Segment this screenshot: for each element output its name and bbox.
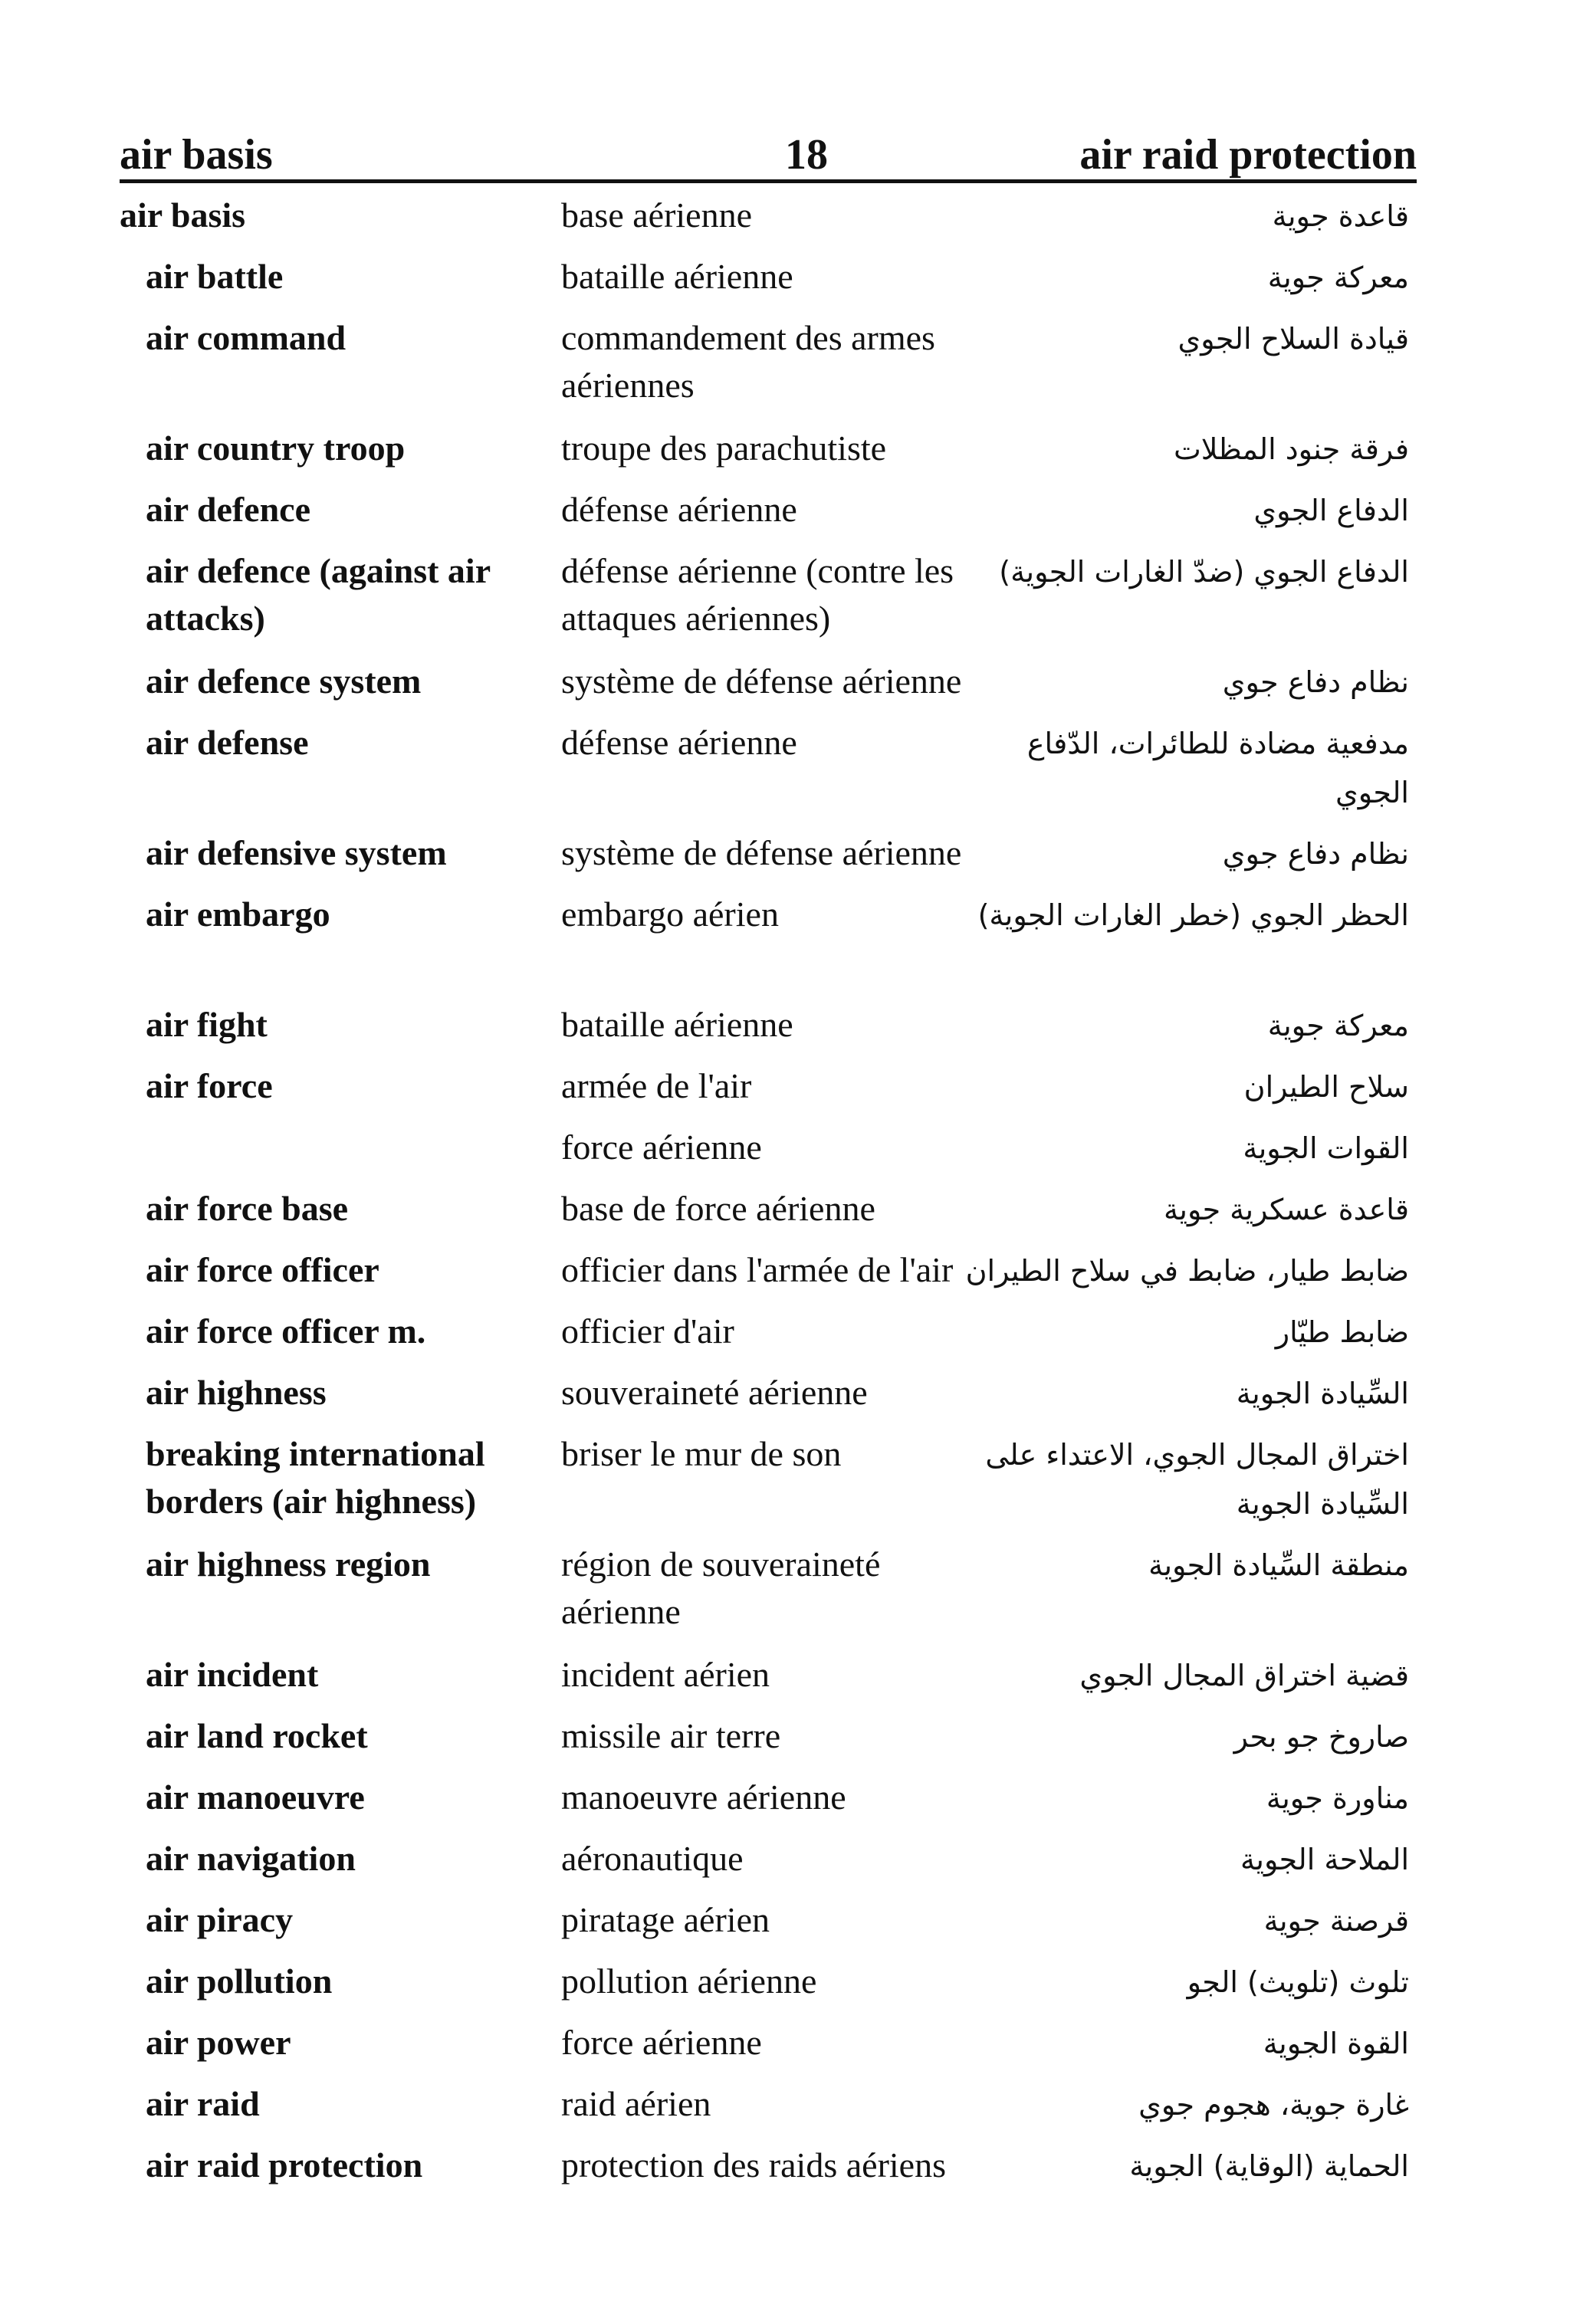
entry-row: [0, 187, 1570, 248]
entry-french: commandement des armes aériennes: [561, 318, 935, 405]
entry-arabic: قضية اختراق المجال الجوي: [1079, 1659, 1409, 1692]
entry-english: breaking international borders (air highness): [146, 1434, 485, 1521]
entry-english: air defence system: [146, 661, 422, 701]
entry-english: air defensive system: [146, 833, 447, 872]
entry-french: force aérienne: [561, 1128, 762, 1167]
entry-english: air battle: [146, 257, 284, 296]
entry-arabic: صاروخ جو بحر: [1233, 1720, 1409, 1754]
entry-english: air embargo: [146, 894, 330, 934]
entry-english: air raid protection: [146, 2145, 423, 2184]
entry-row: [0, 825, 1570, 886]
entry-row: [0, 996, 1570, 1058]
entry-french: système de défense aérienne: [561, 833, 962, 872]
entry-english: air raid: [146, 2084, 260, 2123]
entry-english: air country troop: [146, 428, 406, 468]
entry-french: embargo aérien: [561, 894, 779, 934]
entry-english: air highness: [146, 1373, 327, 1412]
entry-english: air defence (against air attacks): [146, 551, 491, 638]
entry-french: défense aérienne: [561, 723, 797, 762]
entry-french: troupe des parachutiste: [561, 428, 887, 468]
entry-french: défense aérienne: [561, 490, 797, 529]
entry-arabic: قيادة السلاح الجوي: [1178, 322, 1409, 356]
entry-arabic: غارة جوية، هجوم جوي: [1138, 2088, 1409, 2122]
entry-arabic: السِّيادة الجوية: [1236, 1377, 1409, 1410]
entry-french: missile air terre: [561, 1716, 781, 1755]
entry-english: air incident: [146, 1655, 319, 1694]
entry-arabic: سلاح الطيران: [1243, 1070, 1409, 1104]
entry-english: air force officer m.: [146, 1311, 426, 1351]
entry-french: base de force aérienne: [561, 1189, 875, 1228]
entry-french: bataille aérienne: [561, 1005, 793, 1044]
entry-arabic: مناورة جوية: [1266, 1781, 1409, 1815]
entry-arabic: ضابط طيّار: [1275, 1315, 1409, 1349]
entry-row: [0, 543, 1570, 653]
entry-arabic: مدفعية مضادة للطائرات، الدّفاع الجوي: [1026, 727, 1409, 809]
entry-english: air fight: [146, 1005, 268, 1044]
entry-french: officier dans l'armée de l'air: [561, 1250, 954, 1289]
entry-arabic: الدفاع الجوي (ضدّ الغارات الجوية): [999, 555, 1409, 589]
entry-row: [0, 886, 1570, 996]
entry-row: [0, 1536, 1570, 1646]
entry-arabic: نظام دفاع جوي: [1222, 837, 1409, 871]
entry-row: [0, 1119, 1570, 1180]
entry-row: [0, 1180, 1570, 1242]
entry-row: [0, 1426, 1570, 1536]
entry-english: air defence: [146, 490, 311, 529]
entry-arabic: الدفاع الجوي: [1253, 494, 1409, 527]
entry-english: air basis: [120, 195, 246, 235]
entry-row: [0, 1058, 1570, 1119]
entry-french: bataille aérienne: [561, 257, 793, 296]
entry-english: air command: [146, 318, 347, 357]
entry-row: [0, 2076, 1570, 2137]
entry-row: [0, 1646, 1570, 1708]
entry-row: [0, 1953, 1570, 2014]
entry-arabic: قرصنة جوية: [1263, 1904, 1409, 1938]
entry-arabic: نظام دفاع جوي: [1222, 665, 1409, 699]
entry-french: protection des raids aériens: [561, 2145, 946, 2184]
left-guideword: air basis: [120, 131, 273, 179]
page-number: 18: [785, 131, 828, 179]
entry-arabic: معركة جوية: [1267, 1009, 1409, 1042]
entry-french: base aérienne: [561, 195, 753, 235]
entry-arabic: معركة جوية: [1267, 261, 1409, 294]
entry-english: air force base: [146, 1189, 349, 1228]
entry-arabic: القوات الجوية: [1243, 1131, 1409, 1165]
entry-english: air force: [146, 1066, 273, 1105]
entry-arabic: تلوث (تلويث) الجو: [1187, 1965, 1409, 1999]
entry-french: région de souveraineté aérienne: [561, 1544, 881, 1631]
entry-english: air force officer: [146, 1250, 379, 1289]
entry-english: air power: [146, 2023, 291, 2062]
entry-french: officier d'air: [561, 1311, 734, 1351]
entry-row: [0, 481, 1570, 543]
entry-english: air piracy: [146, 1900, 294, 1939]
entry-english: air pollution: [146, 1961, 333, 2001]
entry-english: air highness region: [146, 1544, 431, 1584]
entry-arabic: الملاحة الجوية: [1240, 1843, 1409, 1876]
entry-arabic: منطقة السِّيادة الجوية: [1148, 1548, 1409, 1582]
entry-french: système de défense aérienne: [561, 661, 962, 701]
entry-arabic: الحماية (الوقاية) الجوية: [1129, 2149, 1409, 2183]
entry-row: [0, 1303, 1570, 1364]
entry-list: [0, 187, 1570, 2198]
entry-row: [0, 310, 1570, 420]
entry-arabic: فرقة جنود المظلات: [1173, 432, 1409, 466]
entry-arabic: الحظر الجوي (خطر الغارات الجوية): [977, 898, 1409, 932]
entry-english: air navigation: [146, 1839, 356, 1878]
entry-french: raid aérien: [561, 2084, 711, 2123]
entry-french: pollution aérienne: [561, 1961, 817, 2001]
entry-row: [0, 1892, 1570, 1953]
entry-row: [0, 1242, 1570, 1303]
entry-english: air defense: [146, 723, 309, 762]
entry-row: [0, 420, 1570, 481]
entry-english: air manoeuvre: [146, 1777, 365, 1817]
entry-french: aéronautique: [561, 1839, 744, 1878]
entry-row: [0, 1708, 1570, 1769]
entry-row: [0, 248, 1570, 310]
entry-row: [0, 2014, 1570, 2076]
entry-row: [0, 2137, 1570, 2198]
entry-english: air land rocket: [146, 1716, 368, 1755]
entry-french: souveraineté aérienne: [561, 1373, 868, 1412]
entry-arabic: قاعدة عسكرية جوية: [1164, 1193, 1409, 1226]
page-header: [120, 115, 1417, 183]
entry-row: [0, 1364, 1570, 1426]
entry-french: force aérienne: [561, 2023, 762, 2062]
entry-arabic: القوة الجوية: [1263, 2027, 1409, 2060]
entry-arabic: اختراق المجال الجوي، الاعتداء على السِّيادة الجوية: [985, 1438, 1409, 1521]
entry-row: [0, 714, 1570, 825]
entry-french: armée de l'air: [561, 1066, 752, 1105]
entry-french: piratage aérien: [561, 1900, 770, 1939]
entry-row: [0, 1830, 1570, 1892]
entry-row: [0, 653, 1570, 714]
entry-french: incident aérien: [561, 1655, 770, 1694]
entry-arabic: قاعدة جوية: [1272, 199, 1409, 233]
right-guideword: air raid protection: [1079, 131, 1417, 179]
entry-french: briser le mur de son: [561, 1434, 842, 1473]
entry-french: manoeuvre aérienne: [561, 1777, 846, 1817]
entry-french: défense aérienne (contre les attaques aériennes): [561, 551, 954, 638]
entry-arabic: ضابط طيار، ضابط في سلاح الطيران: [965, 1254, 1409, 1288]
entry-row: [0, 1769, 1570, 1830]
